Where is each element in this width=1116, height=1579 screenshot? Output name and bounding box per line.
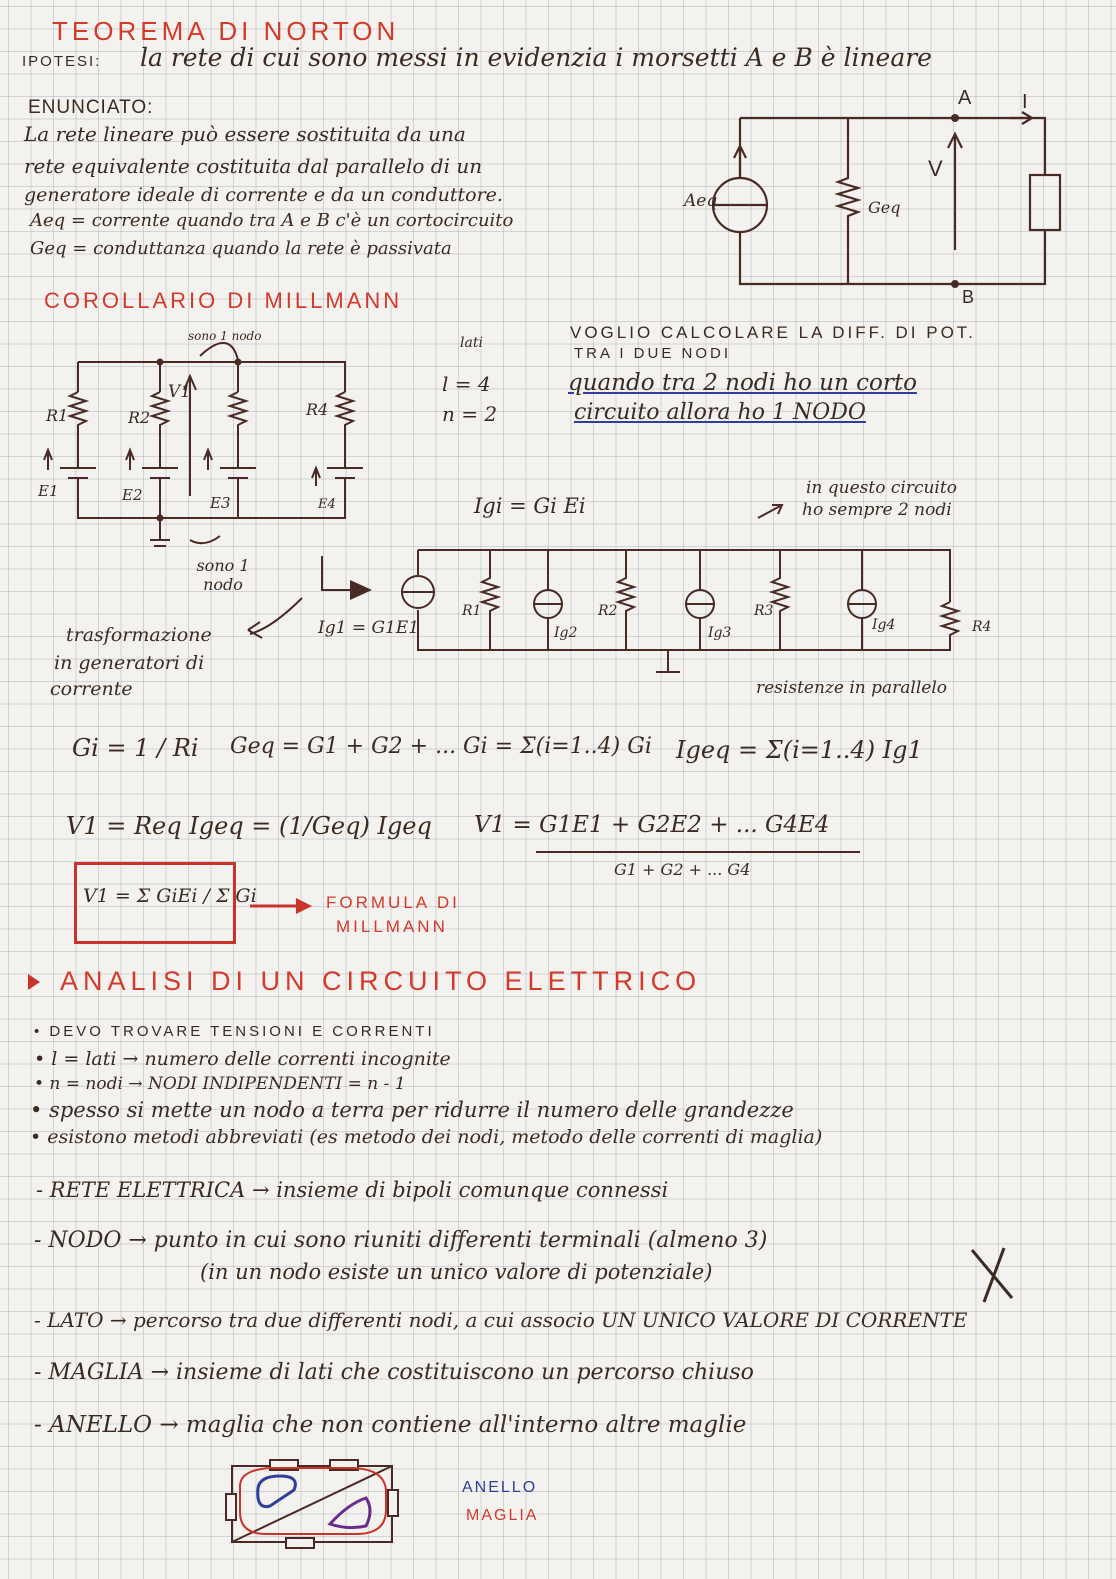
circuit2-label-r3: R3 [754, 603, 774, 619]
transform-note-3: corrente [50, 678, 133, 700]
analisi-bullet-2: • l = lati → numero delle correnti incognite [34, 1048, 451, 1070]
circuit1-node-note-top: sono 1 nodo [188, 329, 262, 343]
norton-conductance-label: Geq [868, 198, 901, 217]
formula-v1-numerator: V1 = G1E1 + G2E2 + ... G4E4 [474, 812, 830, 838]
circuit2-label-ig2: Ig2 [554, 625, 578, 641]
legend-maglia: MAGLIA [466, 1507, 539, 1524]
goal-line-2: TRA I DUE NODI [574, 345, 732, 362]
def-maglia: - MAGLIA → insieme di lati che costituiscono un percorso chiuso [34, 1360, 754, 1385]
analisi-bullet-1: • DEVO TROVARE TENSIONI E CORRENTI [34, 1023, 435, 1040]
count-n: n = 2 [442, 402, 498, 426]
def-rete: - RETE ELETTRICA → insieme di bipoli comunque connessi [36, 1178, 669, 1202]
circuit1-label-e1: E1 [38, 482, 59, 500]
formula-boxed: V1 = Σ GiEi / Σ Gi [74, 862, 236, 944]
def-nodo-note: (in un nodo esiste un unico valore di potenziale) [200, 1260, 713, 1284]
millmann-title: COROLLARIO DI MILLMANN [44, 288, 403, 313]
norton-voltage-label: V [928, 156, 945, 181]
circuit1-label-e4: E4 [318, 497, 336, 512]
analisi-bullet-3: • n = nodi → NODI INDIPENDENTI = n - 1 [34, 1074, 406, 1094]
def-lato: - LATO → percorso tra due differenti nodi, a cui associo UN UNICO VALORE DI CORRENTE [34, 1308, 968, 1332]
transform-note-1: trasformazione [66, 624, 212, 646]
analisi-bullet-4: • spesso si mette un nodo a terra per ridurre il numero delle grandezze [30, 1098, 794, 1122]
formula-v1-denominator: G1 + G2 + ... G4 [614, 860, 751, 879]
norton-source-label: Aeq [684, 191, 718, 211]
def-anello: - ANELLO → maglia che non contiene all'interno altre maglie [34, 1412, 747, 1438]
lati-label: lati [460, 335, 483, 351]
analisi-title: ANALISI DI UN CIRCUITO ELETTRICO [60, 966, 702, 996]
circuit2-label-r1: R1 [462, 603, 482, 619]
norton-current-label: I [1022, 91, 1030, 113]
enunciato-line-1: La rete lineare può essere sostituita da una [24, 122, 466, 146]
goal-line-1: VOGLIO CALCOLARE LA DIFF. DI POT. [570, 323, 977, 342]
ipotesi-text: la rete di cui sono messi in evidenzia i morsetti A e B è lineare [140, 43, 932, 72]
analisi-bullet-5: • esistono metodi abbreviati (es metodo dei nodi, metodo delle correnti di maglia) [30, 1126, 823, 1148]
circuit2-label-ig4: Ig4 [872, 617, 896, 633]
formula-v1: V1 = Req Igeq = (1/Geq) Igeq [66, 812, 432, 840]
formula-geq: Geq = G1 + G2 + ... Gi = Σ(i=1..4) Gi [230, 734, 652, 759]
two-nodes-note-2: ho sempre 2 nodi [802, 500, 952, 520]
count-l: l = 4 [442, 372, 491, 396]
parallel-note: resistenze in parallelo [756, 678, 948, 698]
def-nodo: - NODO → punto in cui sono riuniti differenti terminali (almeno 3) [34, 1228, 768, 1253]
circuit1-label-e2: E2 [122, 486, 143, 504]
circuit2-label-r2: R2 [598, 603, 618, 619]
ig-formula: Igi = Gi Ei [474, 494, 586, 518]
two-nodes-note-1: in questo circuito [806, 478, 957, 498]
formula-gi: Gi = 1 / Ri [72, 734, 199, 762]
circuit1-label-r2: R2 [128, 408, 151, 427]
enunciato-line-4: Aeq = corrente quando tra A e B c'è un cortocircuito [30, 210, 514, 231]
circuit1-node-note-bottom: sono 1 nodo [196, 556, 250, 595]
circuit1-label-r1: R1 [46, 406, 69, 425]
norton-node-b: B [962, 287, 977, 307]
norton-node-a: A [958, 87, 974, 109]
formula-name-2: MILLMANN [336, 917, 448, 936]
ipotesi-label: IPOTESI: [22, 53, 102, 70]
circuit2-label-r4: R4 [972, 619, 992, 635]
short-note-line-1: quando tra 2 nodi ho un corto [568, 370, 917, 396]
circuit1-label-v1: V1 [168, 382, 192, 402]
enunciato-label: ENUNCIATO: [28, 97, 154, 118]
circuit2-ig1-label: Ig1 = G1E1 [318, 618, 420, 638]
short-note-line-2: circuito allora ho 1 NODO [574, 400, 866, 425]
circuit2-label-ig3: Ig3 [708, 625, 732, 641]
formula-igeq: Igeq = Σ(i=1..4) Ig1 [676, 736, 923, 764]
legend-anello: ANELLO [462, 1479, 538, 1496]
enunciato-line-3: generatore ideale di corrente e da un conduttore. [24, 184, 503, 206]
formula-name-1: FORMULA DI [326, 893, 460, 912]
circuit1-label-r4: R4 [306, 400, 329, 419]
transform-note-2: in generatori di [54, 652, 205, 674]
circuit1-label-e3: E3 [210, 494, 231, 512]
enunciato-line-2: rete equivalente costituita dal parallelo di un [24, 154, 483, 178]
enunciato-line-5: Geq = conduttanza quando la rete è passivata [30, 238, 452, 259]
norton-title: TEOREMA DI NORTON [52, 16, 400, 46]
